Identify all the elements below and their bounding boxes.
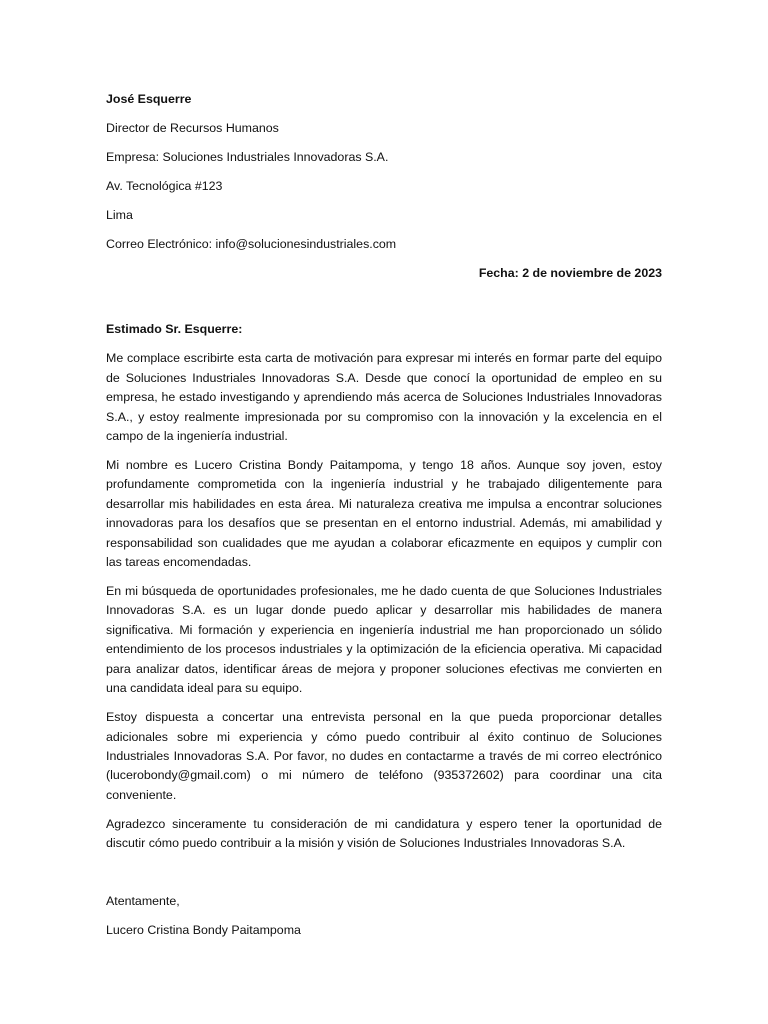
recipient-city: Lima bbox=[106, 208, 133, 222]
letter-body bbox=[106, 90, 662, 940]
closing: Atentamente, bbox=[106, 893, 180, 908]
recipient-name: José Esquerre bbox=[106, 92, 192, 106]
recipient-address: Av. Tecnológica #123 bbox=[106, 179, 223, 193]
recipient-email: Correo Electrónico: info@solucionesindustriales.com bbox=[106, 237, 397, 251]
letter-date: Fecha: 2 de noviembre de 2023 bbox=[478, 266, 662, 280]
signature-name: Lucero Cristina Bondy Paitampoma bbox=[106, 922, 301, 937]
recipient-title: Director de Recursos Humanos bbox=[106, 121, 279, 135]
salutation: Estimado Sr. Esquerre: bbox=[106, 322, 243, 337]
body-paragraph: Me complace escribirte esta carta de motivación para expresar mi interés en formar parte del equipo de Soluciones Industriales Innovadoras S.A. Desde que conocí la oportunidad de empleo en su empresa, he estado investigando y aprendiendo más acerca de Soluciones Industriales Innovadoras S.A., y estoy realmente impresionada por su compromiso con la innovación y la excelencia en el campo de la ingeniería industrial. bbox=[106, 351, 662, 444]
body-paragraph: Mi nombre es Lucero Cristina Bondy Paitampoma, y tengo 18 años. Aunque soy joven, estoy profundamente comprometida con la ingeniería industrial y he trabajado diligentemente para desarrollar mis habilidades en esta área. Mi naturaleza creativa me impulsa a encontrar soluciones innovadoras para los desafíos que se presentan en el entorno industrial. Además, mi amabilidad y responsabilidad son cualidades que me ayudan a colaborar eficazmente en equipos y cumplir con las tareas encomendadas. bbox=[106, 458, 662, 570]
recipient-company: Empresa: Soluciones Industriales Innovadoras S.A. bbox=[106, 150, 389, 164]
body-paragraph: Estoy dispuesta a concertar una entrevista personal en la que pueda proporcionar detalles adicionales sobre mi experiencia y cómo puedo contribuir al éxito continuo de Soluciones Industriales Innovadoras S.A. Por favor, no dudes en contactarme a través de mi correo electrónico (lucerobondy@gmail.com) o mi número de teléfono (935372602) para coordinar una cita conveniente. bbox=[106, 710, 662, 802]
body-paragraph: En mi búsqueda de oportunidades profesionales, me he dado cuenta de que Soluciones Industriales Innovadoras S.A. es un lugar donde puedo aplicar y desarrollar mis habilidades de manera significativa. Mi formación y experiencia en ingeniería industrial me han proporcionado un sólido entendimiento de los procesos industriales y la optimización de la eficiencia operativa. Mi capacidad para analizar datos, identificar áreas de mejora y proponer soluciones efectivas me convierten en una candidata ideal para su equipo. bbox=[106, 584, 662, 696]
body-paragraph: Agradezco sinceramente tu consideración de mi candidatura y espero tener la oportunidad de discutir cómo puedo contribuir a la misión y visión de Soluciones Industriales Innovadoras S.A. bbox=[106, 816, 662, 851]
